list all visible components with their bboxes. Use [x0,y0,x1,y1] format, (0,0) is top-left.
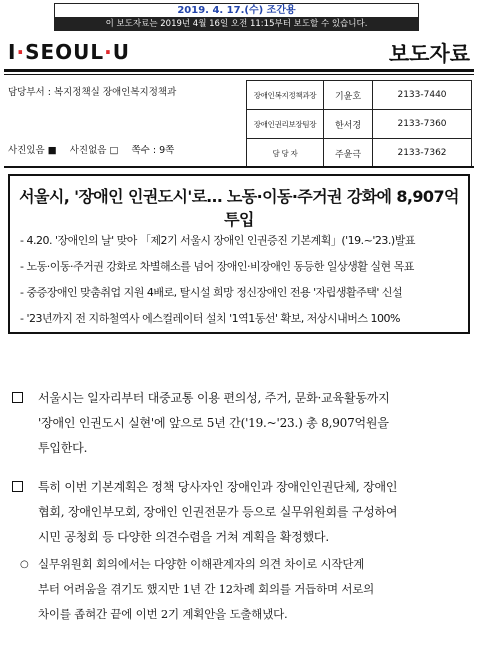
sub-paragraph [12,552,470,627]
department-line: 담당부서 : 복지정책실 장애인복지정책과 [8,87,177,98]
logo-part: SEOUL [25,40,105,64]
contact-row [247,139,472,168]
contact-name: 기윤호 [324,81,373,110]
header-rule-thin [4,74,474,75]
photo-no: 사진없음 □ [69,145,119,156]
photo-yes: 사진있음 ■ [8,145,57,156]
contact-role: 담 당 자 [247,139,324,168]
body-line: 협회, 장애인부모회, 장애인 인권전문가 등으로 실무위원회를 구성하여 [38,505,398,519]
release-date: 2019. 4. 17.(수) 조간용 [55,4,418,18]
sub-line: 차이를 좁혀간 끝에 이번 2기 계획안을 도출해냈다. [38,607,288,621]
body-line: 서울시는 일자리부터 대중교통 이용 편의성, 주거, 문화·교육활동까지 [38,391,390,405]
embargo-box [54,3,419,31]
headline: 서울시, '장애인 인권도시'로… 노동·이동·주거권 강화에 8,907억 투입 [19,187,459,229]
page-count: 쪽수 : 9쪽 [131,145,175,156]
doc-type-title: 보도자료 [388,42,470,66]
contact-row [247,110,472,139]
contact-name: 한서경 [324,110,373,139]
body-text [12,386,470,627]
checkbox-bullet-icon [12,481,23,492]
contact-table [246,80,472,168]
contact-name: 주윤극 [324,139,373,168]
contact-phone: 2133-7360 [373,110,472,139]
section-rule [4,166,474,168]
embargo-note: 이 보도자료는 2019년 4월 16일 오전 11:15부터 보도할 수 있습니다. [55,18,418,31]
contact-role: 장애인복지정책과장 [247,81,324,110]
logo-dot: · [104,40,113,64]
sub-line: 부터 어려움을 겪기도 했지만 1년 간 12차례 회의를 거듭하며 서로의 [38,582,375,596]
body-line: 시민 공청회 등 다양한 의견수렴을 거쳐 계획을 확정했다. [38,530,329,544]
logo-part: I [8,40,17,64]
summary-bullet: - 노동·이동·주거권 강화로 차별해소를 넘어 장애인·비장애인 동등한 일상생활 실현 목표 [20,260,414,273]
logo-part: U [112,40,130,64]
header-rule [4,69,474,72]
summary-bullet: - 4.20. '장애인의 날' 맞아 「제2기 서울시 장애인 인권증진 기본계획」('19.~'23.)발표 [20,234,415,247]
seoul-logo [8,40,130,64]
logo-dot: · [16,40,26,64]
summary-bullet: - '23년까지 전 지하철역사 에스컬레이터 설치 '1역1동선' 확보, 저상시내버스 100% [20,312,400,325]
checkbox-bullet-icon [12,392,23,403]
sub-line: 실무위원회 회의에서는 다양한 이해관계자의 의견 차이로 시작단계 [38,557,365,571]
body-line: 투입한다. [38,441,88,455]
contact-phone: 2133-7440 [373,81,472,110]
body-paragraph [12,386,470,461]
summary-box [8,174,470,334]
contact-role: 장애인권리보장팀장 [247,110,324,139]
body-paragraph [12,475,470,550]
circle-bullet-icon: ○ [20,559,29,570]
summary-bullet: - 중증장애인 맞춤취업 지원 4배로, 탈시설 희망 정신장애인 전용 '자립생활주택' 신설 [20,286,403,299]
summary-bullets [20,228,462,332]
meta-line [8,142,184,156]
contact-phone: 2133-7362 [373,139,472,168]
body-line: 특히 이번 기본계획은 정책 당사자인 장애인과 장애인인권단체, 장애인 [38,480,398,494]
body-line: '장애인 인권도시 실현'에 앞으로 5년 간('19.~'23.) 총 8,907억원을 [38,416,389,430]
contact-row [247,81,472,110]
